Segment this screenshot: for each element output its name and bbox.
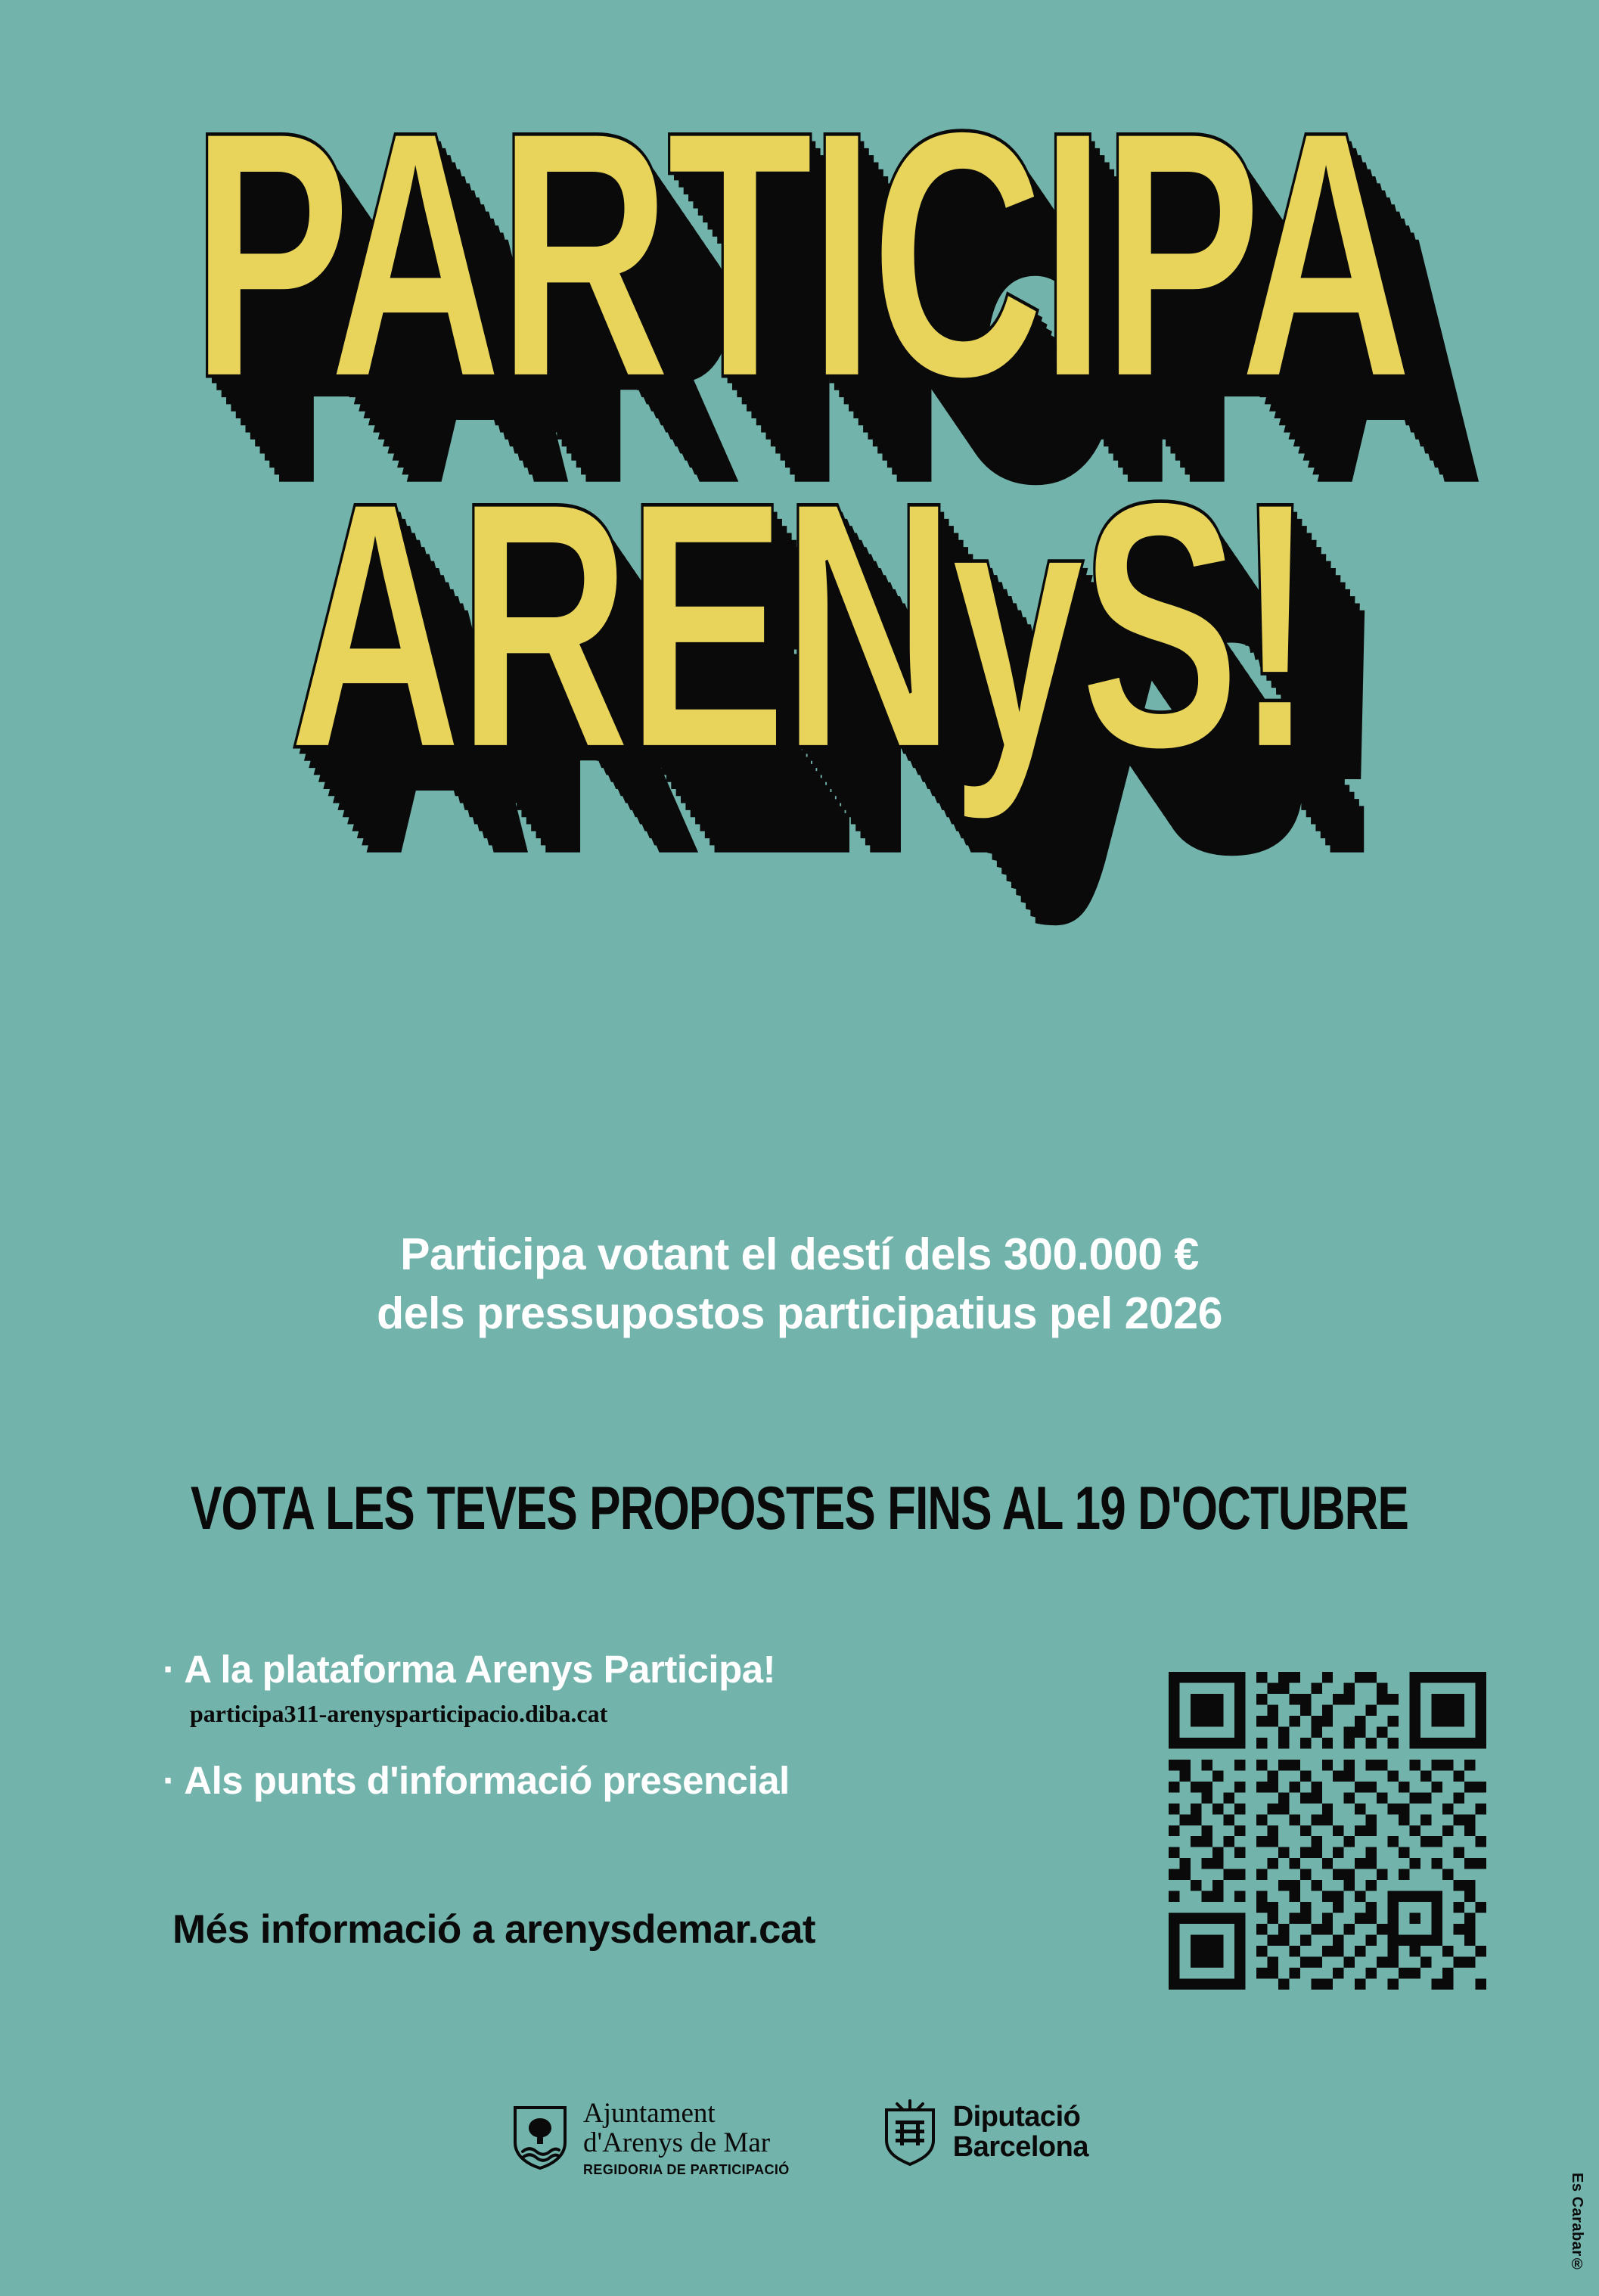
designer-credit: Es Carabar®: [1569, 2172, 1585, 2273]
info-list: [163, 1645, 1055, 1813]
qr-code-icon[interactable]: [1169, 1672, 1486, 1990]
arenys-de-mar-crest-icon: [511, 2105, 570, 2171]
logo-diputacio-line-2: Barcelona: [952, 2131, 1088, 2163]
info-item-platform: [163, 1645, 1055, 1728]
platform-url[interactable]: participa311-arenysparticipacio.diba.cat: [190, 1699, 608, 1727]
logo-diputacio-barcelona: [880, 2099, 1088, 2166]
logo-ajuntament-line-3: REGIDORIA DE PARTICIPACIÓ: [583, 2161, 790, 2177]
info-item-presencial: [163, 1757, 1055, 1805]
subtitle: [0, 1226, 1599, 1344]
headline-line-2: ARENyS!: [288, 427, 1311, 822]
info-item-platform-label: · A la plataforma Arenys Participa!: [163, 1648, 776, 1691]
footer-logos: [0, 2099, 1599, 2177]
more-info-line[interactable]: Més informació a arenysdemar.cat: [172, 1907, 816, 1952]
diputacio-barcelona-crest-icon: [880, 2099, 939, 2166]
logo-diputacio-line-1: Diputació: [952, 2101, 1081, 2133]
subtitle-line-1: Participa votant el destí dels 300.000 €: [400, 1229, 1199, 1279]
subtitle-line-2: dels pressupostos participatius pel 2026: [377, 1288, 1222, 1338]
logo-ajuntament-line-1: Ajuntament: [583, 2098, 716, 2129]
headline-block: [0, 57, 1599, 822]
deadline-banner: VOTA LES TEVES PROPOSTES FINS AL 19 D'OCTUBRE: [191, 1473, 1408, 1543]
logo-diputacio-text: [953, 2102, 1088, 2163]
headline-line-1: PARTICIPA: [191, 57, 1408, 452]
logo-ajuntament-text: [583, 2099, 790, 2177]
logo-ajuntament-line-2: d'Arenys de Mar: [583, 2127, 771, 2158]
info-item-presencial-label: · Als punts d'informació presencial: [163, 1758, 790, 1802]
logo-ajuntament-arenys: [511, 2099, 790, 2177]
